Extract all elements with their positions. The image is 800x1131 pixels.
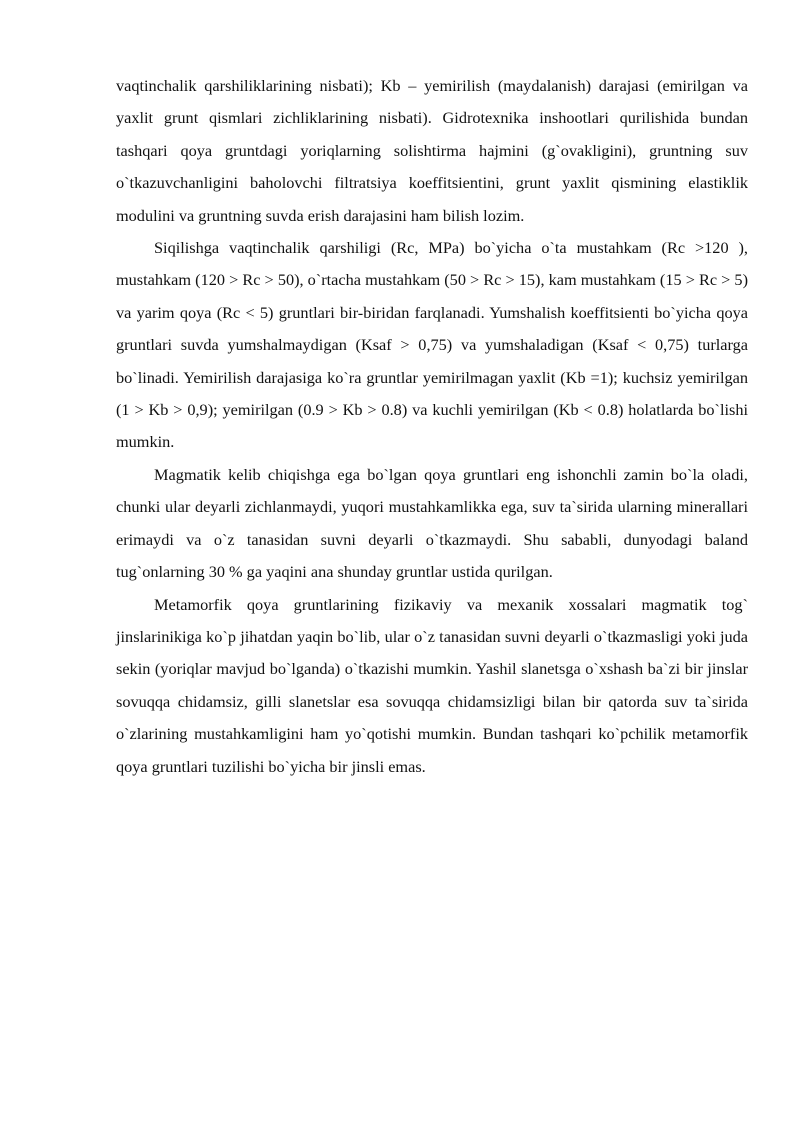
paragraph-compressive-strength: Siqilishga vaqtinchalik qarshiligi (Rc, MPa) bo`yicha o`ta mustahkam (Rc >120 ), mustahkam (120 > Rc > 50), o`rtacha mustahkam (50 > Rc > 15), kam mustahkam (15 > Rc > 5) va yarim qoya (Rc < 5) gruntlari bir-biridan farqlanadi. Yumshalish koeffitsienti bo`yicha qoya gruntlari suvda yumshalmaydigan (Ksaf > 0,75) va yumshaladigan (Ksaf < 0,75) turlarga bo`linadi. Yemirilish darajasiga ko`ra gruntlar yemirilmagan yaxlit (Kb =1); kuchsiz yemirilgan (1 > Kb > 0,9); yemirilgan (0.9 > Kb > 0.8) va kuchli yemirilgan (Kb < 0.8) holatlarda bo`lishi mumkin. xyxy=(116,238,748,452)
document-page xyxy=(116,70,748,783)
paragraph-continuation: vaqtinchalik qarshiliklarining nisbati); Kb – yemirilish (maydalanish) darajasi (emirilgan va yaxlit grunt qismlari zichliklarining nisbati). Gidrotexnika inshootlari qurilishida bundan tashqari qoya gruntdagi yoriqlarning solishtirma hajmini (g`ovakligini), gruntning suv o`tkazuvchanligini baholovchi filtratsiya koeffitsientini, grunt yaxlit qismining elastiklik modulini va gruntning suvda erish darajasini ham bilish lozim. xyxy=(116,76,748,225)
paragraph-magmatic-rocks: Magmatik kelib chiqishga ega bo`lgan qoya gruntlari eng ishonchli zamin bo`la oladi, chunki ular deyarli zichlanmaydi, yuqori mustahkamlikka ega, suv ta`sirida ularning minerallari erimaydi va o`z tanasidan suvni deyarli o`tkazmaydi. Shu sababli, dunyodagi baland tug`onlarning 30 % ga yaqini ana shunday gruntlar ustida qurilgan. xyxy=(116,464,748,582)
paragraph-metamorphic-rocks: Metamorfik qoya gruntlarining fizikaviy va mexanik xossalari magmatik tog` jinslarinikiga ko`p jihatdan yaqin bo`lib, ular o`z tanasidan suvni deyarli o`tkazmasligi yoki juda sekin (yoriqlar mavjud bo`lganda) o`tkazishi mumkin. Yashil slanetsga o`xshash ba`zi bir jinslar sovuqqa chidamsiz, gilli slanetslar esa sovuqqa chidamsizligi bilan bir qatorda suv ta`sirida o`zlarining mustahkamligini ham yo`qotishi mumkin. Bundan tashqari ko`pchilik metamorfik qoya gruntlari tuzilishi bo`yicha bir jinsli emas. xyxy=(116,594,748,776)
